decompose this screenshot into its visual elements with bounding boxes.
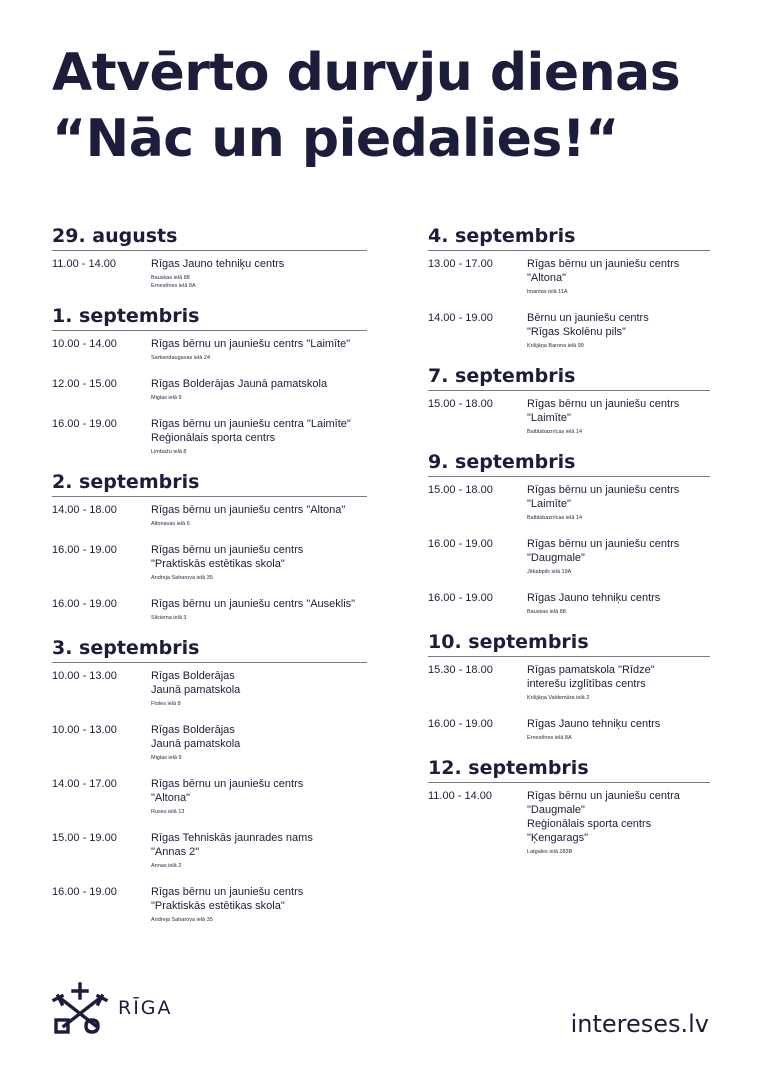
day-section [428,756,710,856]
event-list [52,331,367,456]
event-address [151,354,367,362]
day-section [428,364,710,436]
event-venue: "Laimīte" [527,498,571,510]
event-row [52,723,367,762]
riga-logo-text: RĪGA [118,997,173,1019]
event-venue: Rīgas Bolderājas Jaunā pamatskola [151,378,328,390]
event-info [527,717,710,742]
event-venue: "Ķengarags" [527,832,589,844]
event-info [151,831,367,870]
event-address [527,428,710,436]
event-row [428,789,710,856]
event-list [52,497,367,622]
event-info [151,257,367,290]
event-info [151,503,367,528]
event-venue: Rīgas bērnu un jauniešu centra [527,790,680,802]
event-address [151,614,367,622]
event-time: 16.00 - 19.00 [428,538,493,550]
event-venue: Rīgas Jauno tehniķu centrs [527,718,661,730]
day-heading: 3. septembris [52,636,367,663]
event-venue: Rīgas bērnu un jauniešu centrs "Laimīte" [151,338,351,350]
day-heading: 2. septembris [52,470,367,497]
event-venue: "Altona" [151,792,190,804]
event-venue: Rīgas bērnu un jauniešu centrs [151,886,304,898]
event-time: 11.00 - 14.00 [52,258,117,270]
event-row [428,717,710,742]
day-section [52,636,367,924]
event-row [428,537,710,576]
title-line-1: Atvērto durvju dienas [52,43,681,103]
event-address-line: Krišjāņa Valdemāra ielā 2 [527,695,590,701]
event-info [151,723,367,762]
event-row [428,591,710,616]
event-row [52,831,367,870]
event-info [151,417,367,456]
event-time: 10.00 - 13.00 [52,724,117,736]
day-section [52,470,367,622]
event-venue: "Praktiskās estētikas skola" [151,900,285,912]
event-info [151,543,367,582]
event-venue: Rīgas pamatskola "Rīdze" [527,664,655,676]
event-time: 11.00 - 14.00 [428,790,493,802]
event-time: 14.00 - 18.00 [52,504,117,516]
event-venue: Rīgas Jauno tehniķu centrs [151,258,285,270]
event-info [527,663,710,702]
event-list [52,251,367,290]
day-heading: 4. septembris [428,224,710,251]
event-list [428,783,710,856]
event-venue: Rīgas Bolderājas [151,670,235,682]
event-venue: Rīgas Jauno tehniķu centrs [527,592,661,604]
event-row [428,257,710,296]
event-venue: Reģionālais sporta centrs [527,818,652,830]
event-address [151,448,367,456]
event-row [52,597,367,622]
event-time: 13.00 - 17.00 [428,258,493,270]
event-venue: Rīgas bērnu un jauniešu centrs [527,398,680,410]
day-section [428,450,710,616]
title-line-2: “Nāc un piedalies!“ [52,109,619,169]
day-section [52,224,367,290]
event-row [52,417,367,456]
event-time: 16.00 - 19.00 [428,718,493,730]
event-venue: Rīgas Tehniskās jaunrades nams [151,832,313,844]
event-address [151,520,367,528]
event-info [527,789,710,856]
event-venue: Jaunā pamatskola [151,684,241,696]
event-venue: Jaunā pamatskola [151,738,241,750]
event-row [52,503,367,528]
event-info [151,337,367,362]
event-list [428,657,710,742]
event-venue: "Annas 2" [151,846,200,858]
event-time: 15.00 - 19.00 [52,832,117,844]
event-address [527,514,710,522]
event-time: 16.00 - 19.00 [428,592,493,604]
event-address-line: Jēkabpils ielā 19A [527,569,572,575]
event-time: 16.00 - 19.00 [52,886,117,898]
event-address [527,568,710,576]
website-link[interactable]: intereses.lv [570,1010,709,1038]
event-info [151,885,367,924]
day-heading: 1. septembris [52,304,367,331]
event-time: 16.00 - 19.00 [52,418,117,430]
event-address-line: Miglas ielā 9 [151,755,182,761]
event-venue: interešu izglītības centrs [527,678,646,690]
event-venue: "Altona" [527,272,566,284]
event-time: 15.00 - 18.00 [428,398,493,410]
event-address-line: Baltāsbaznīcas ielā 14 [527,429,583,435]
event-info [527,397,710,436]
event-info [527,311,710,350]
event-address [527,288,710,296]
event-address [527,342,710,350]
event-address [527,734,710,742]
event-row [428,663,710,702]
event-list [428,477,710,616]
event-row [52,543,367,582]
event-list [52,663,367,924]
event-address [151,394,367,402]
event-address [151,574,367,582]
event-info [527,591,710,616]
event-venue: Rīgas bērnu un jauniešu centrs [527,538,680,550]
event-venue: "Rīgas Skolēnu pils" [527,326,626,338]
event-info [527,483,710,522]
event-row [428,483,710,522]
event-list [428,391,710,436]
day-section [52,304,367,456]
event-time: 14.00 - 19.00 [428,312,493,324]
event-venue: "Praktiskās estētikas skola" [151,558,285,570]
event-venue: "Daugmale" [527,552,585,564]
event-address-line: Ernestīnes ielā 8A [527,735,572,741]
event-time: 15.00 - 18.00 [428,484,493,496]
event-info [527,537,710,576]
event-address-line: Flotes ielā 8 [151,701,181,707]
event-info [151,777,367,816]
event-row [428,311,710,350]
event-venue: "Daugmale" [527,804,585,816]
event-address [151,754,367,762]
event-address [151,916,367,924]
day-heading: 12. septembris [428,756,710,783]
event-row [52,257,367,290]
event-address-line: Latgales ielā 283B [527,849,573,855]
event-address [527,848,710,856]
day-heading: 9. septembris [428,450,710,477]
event-row [52,337,367,362]
event-address-line: Ruses ielā 13 [151,809,185,815]
event-address-line: Bauskas ielā 88 [151,275,190,281]
event-address-line: Andreja Saharova ielā 35 [151,917,213,923]
day-heading: 29. augusts [52,224,367,251]
event-time: 15.30 - 18.00 [428,664,493,676]
day-section [428,630,710,742]
event-address [151,808,367,816]
event-time: 12.00 - 15.00 [52,378,117,390]
event-address-line: Silciema ielā 3 [151,615,187,621]
event-venue: Rīgas bērnu un jauniešu centrs [527,484,680,496]
event-address [151,700,367,708]
riga-logo [52,982,173,1034]
schedule-right-column [428,224,710,871]
event-address-line: Altonavas ielā 6 [151,521,190,527]
event-time: 16.00 - 19.00 [52,544,117,556]
event-address-line: Krišjāņa Barona ielā 99 [527,343,584,349]
schedule-left-column [52,224,367,939]
event-address-line: Miglas ielā 9 [151,395,182,401]
event-info [527,257,710,296]
event-info [151,597,367,622]
event-address-line: Baltāsbaznīcas ielā 14 [527,515,583,521]
event-venue: Bērnu un jauniešu centrs [527,312,649,324]
event-venue: Rīgas Bolderājas [151,724,235,736]
day-heading: 7. septembris [428,364,710,391]
event-venue: Rīgas bērnu un jauniešu centrs [151,544,304,556]
page-title [52,40,732,172]
event-venue: Rīgas bērnu un jauniešu centrs [151,778,304,790]
event-row [52,669,367,708]
event-address-line: Andreja Saharova ielā 35 [151,575,213,581]
event-address-line: Bauskas ielā 88 [527,609,566,615]
event-time: 14.00 - 17.00 [52,778,117,790]
event-row [428,397,710,436]
event-venue: Rīgas bērnu un jauniešu centrs "Altona" [151,504,346,516]
event-address [151,862,367,870]
event-venue: Rīgas bērnu un jauniešu centra "Laimīte" [151,418,351,430]
event-time: 10.00 - 14.00 [52,338,117,350]
event-row [52,377,367,402]
event-time: 10.00 - 13.00 [52,670,117,682]
event-list [428,251,710,350]
day-heading: 10. septembris [428,630,710,657]
event-address-line: Imantas ielā 11A [527,289,568,295]
event-time: 16.00 - 19.00 [52,598,117,610]
event-address-line: Ernestīnes ielā 8A [151,283,196,289]
day-section [428,224,710,350]
event-address-line: Annas ielā 2 [151,863,182,869]
event-venue: Rīgas bērnu un jauniešu centrs [527,258,680,270]
event-address [527,608,710,616]
event-address [527,694,710,702]
event-venue: Rīgas bērnu un jauniešu centrs "Auseklis" [151,598,356,610]
event-address [151,274,367,290]
event-info [151,377,367,402]
event-venue: "Laimīte" [527,412,571,424]
event-venue: Reģionālais sporta centrs [151,432,276,444]
event-row [52,777,367,816]
event-info [151,669,367,708]
riga-crossed-keys-icon [52,982,108,1034]
event-address-line: Sarkandaugavas ielā 24 [151,355,211,361]
event-address-line: Limbažu ielā 8 [151,449,187,455]
event-row [52,885,367,924]
